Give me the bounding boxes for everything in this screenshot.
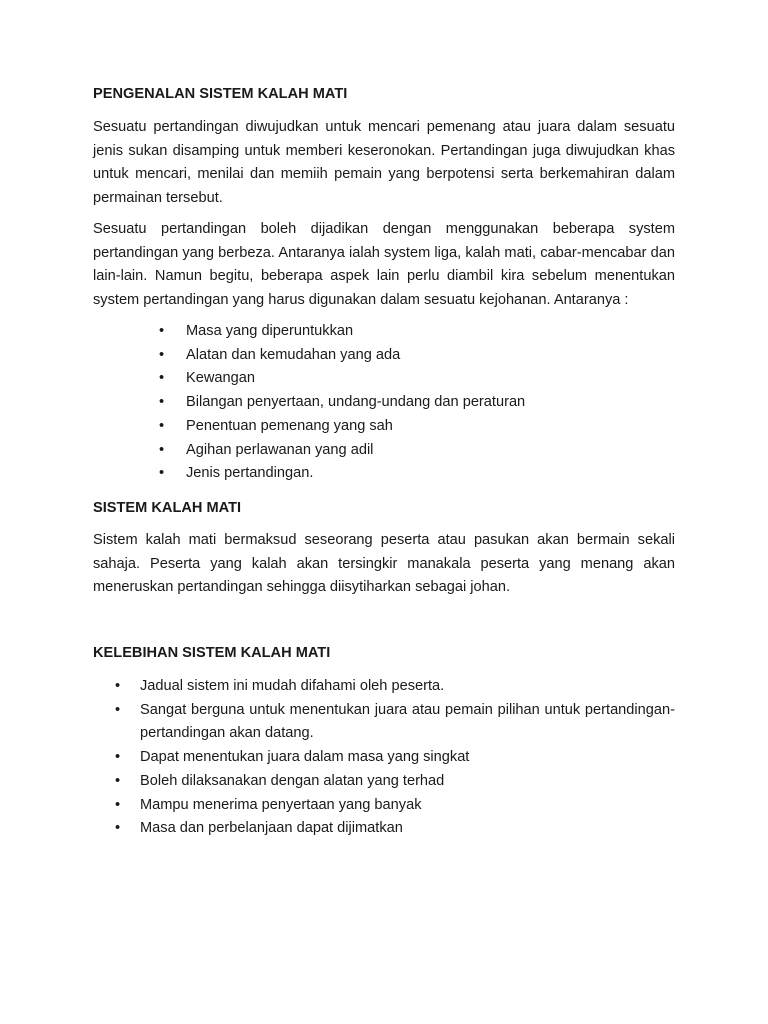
list-item: • Jenis pertandingan. [93,462,675,486]
heading-kelebihan: KELEBIHAN SISTEM KALAH MATI [93,645,331,661]
bullet-icon: • [159,441,165,458]
bullet-icon: • [159,370,165,387]
list-item: • Mampu menerima penyertaan yang banyak [93,794,675,818]
aspects-list [93,320,675,486]
list-item: • Dapat menentukan juara dalam masa yang singkat [93,746,675,770]
advantages-list [93,675,675,841]
list-item: • Kewangan [93,367,675,391]
list-item: • Penentuan pemenang yang sah [93,415,675,439]
list-item: • Masa dan perbelanjaan dapat dijimatkan [93,817,675,841]
bullet-icon: • [115,772,121,789]
paragraph-systems: Sesuatu pertandingan boleh dijadikan dengan menggunakan beberapa system pertandingan yang berbeza. Antaranya ialah system liga, kalah mati, cabar-mencabar dan lain-lain. Namun begitu, beberapa aspek lain perlu diambil kira sebelum menentukan system pertandingan yang harus digunakan dalam sesuatu kejohanan. Antaranya : [93,221,675,309]
list-item: • Jadual sistem ini mudah difahami oleh peserta. [93,675,675,699]
heading-pengenalan: PENGENALAN SISTEM KALAH MATI [93,86,348,102]
list-item: • Bilangan penyertaan, undang-undang dan peraturan [93,391,675,415]
list-item: • Alatan dan kemudahan yang ada [93,344,675,368]
bullet-icon: • [115,749,121,766]
bullet-icon: • [115,820,121,837]
heading-sistem-kalah-mati: SISTEM KALAH MATI [93,500,242,516]
paragraph-definition: Sistem kalah mati bermaksud seseorang peserta atau pasukan akan bermain sekali sahaja. Peserta yang kalah akan tersingkir manakala peserta yang menang akan meneruskan pertandingan sehingga diisytiharkan sebagai johan. [93,532,675,596]
bullet-icon: • [159,417,165,434]
list-item: • Agihan perlawanan yang adil [93,439,675,463]
bullet-icon: • [159,394,165,411]
bullet-icon: • [159,323,165,339]
list-item: • Boleh dilaksanakan dengan alatan yang terhad [93,770,675,794]
bullet-icon: • [115,678,121,694]
paragraph-intro: Sesuatu pertandingan diwujudkan untuk mencari pemenang atau juara dalam sesuatu jenis sukan disamping untuk memberi keseronokan. Pertandingan juga diwujudkan khas untuk mencari, menilai dan memiih pemain yang berpotensi serta berkemahiran dalam permainan tersebut. [93,119,675,207]
bullet-icon: • [115,701,121,718]
bullet-icon: • [159,465,165,482]
bullet-icon: • [159,346,165,363]
list-item: • Masa yang diperuntukkan [93,320,675,344]
bullet-icon: • [115,796,121,813]
list-item: • Sangat berguna untuk menentukan juara atau pemain pilihan untuk pertandingan-pertandingan akan datang. [93,699,675,746]
